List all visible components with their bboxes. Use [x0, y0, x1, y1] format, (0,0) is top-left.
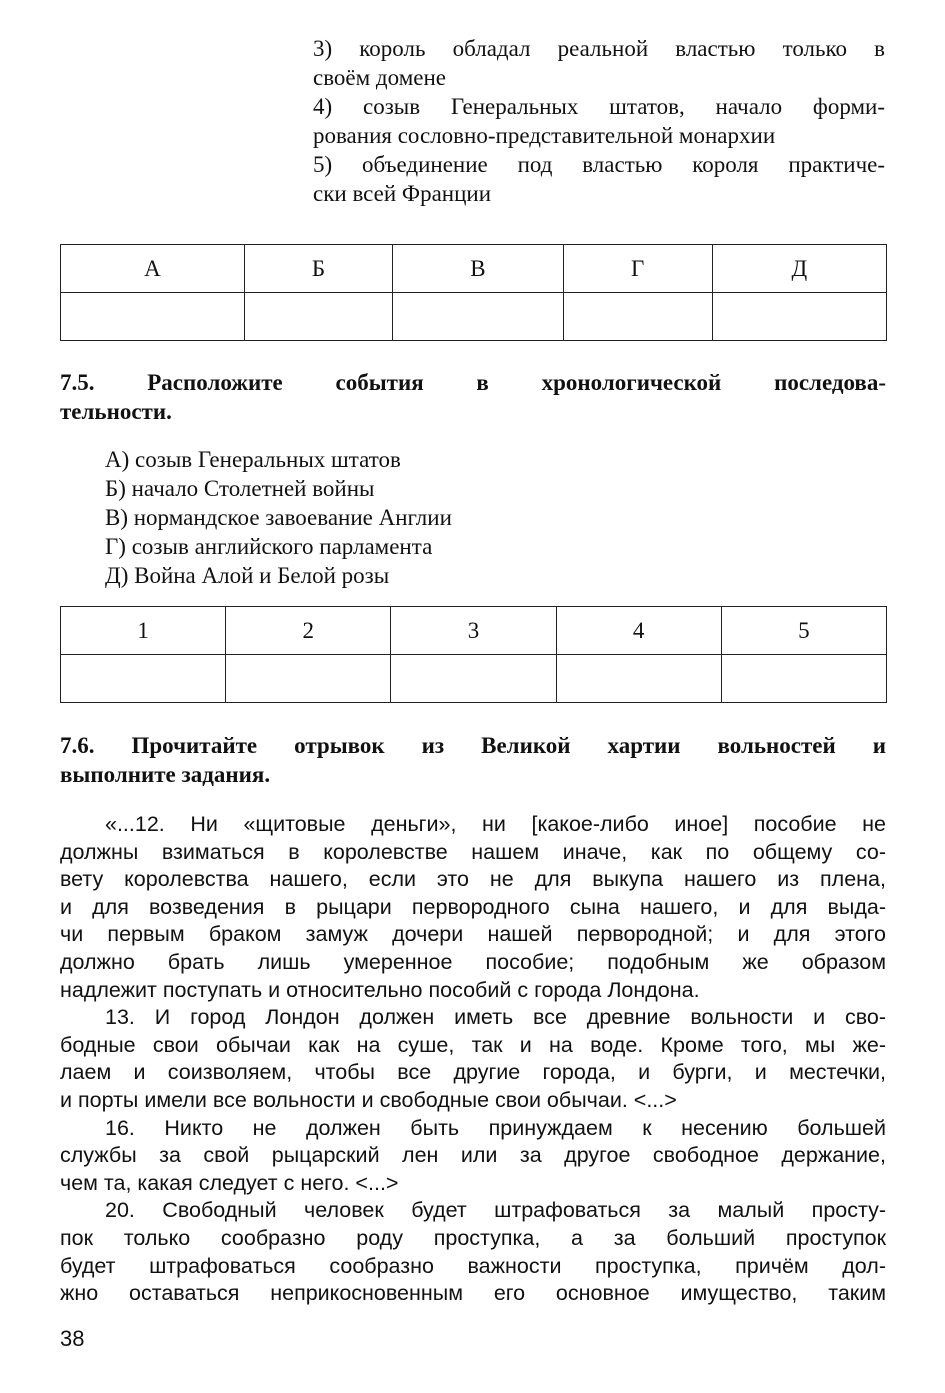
excerpt-line: вету королевства нашего, если это не для выкупа нашего из плена, [60, 867, 886, 892]
answer-cell[interactable] [391, 655, 556, 703]
event-item: В) нормандское завоевание Англии [105, 505, 452, 530]
excerpt-line: 20. Свободный человек будет штрафоваться за малый просту- [105, 1198, 886, 1223]
table-header-cell: В [393, 245, 563, 293]
answer-cell[interactable] [61, 293, 245, 341]
table-header-cell: 1 [61, 607, 226, 655]
event-item: А) созыв Генеральных штатов [105, 447, 401, 472]
table-header-cell: 5 [721, 607, 886, 655]
excerpt-line: 16. Никто не должен быть принуждаем к несению большей [105, 1115, 886, 1140]
excerpt-line: чи первым браком замуж дочери нашей первородной; и для этого [60, 922, 886, 947]
table-header-cell: А [61, 245, 245, 293]
excerpt-line: лаем и соизволяем, чтобы все другие города, и бурги, и местечки, [60, 1060, 886, 1085]
excerpt-line: службы за свой рыцарский лен или за другое свободное держание, [60, 1143, 886, 1168]
option-line: 3) король обладал реальной властью только в [313, 36, 885, 61]
answer-cell[interactable] [563, 293, 712, 341]
option-line: своём домене [313, 65, 446, 90]
excerpt-line: чем та, какая следует с него. <...> [60, 1170, 399, 1195]
answer-options-continued [313, 34, 885, 208]
excerpt-line: должно брать лишь умеренное пособие; подобным же образом [60, 949, 886, 974]
event-item: Д) Война Алой и Белой розы [105, 563, 390, 588]
table-header-cell: 3 [391, 607, 556, 655]
heading-line: тельности. [60, 399, 172, 424]
excerpt-line: и порты имели все вольности и свободные свои обычаи. <...> [60, 1087, 677, 1112]
answer-table-sequence [60, 606, 887, 703]
excerpt-line: и для возведения в рыцари первородного сына нашего, и для выда- [60, 894, 886, 919]
table-header-cell: 2 [226, 607, 391, 655]
page-number: 38 [60, 1326, 85, 1351]
task-7-6-heading [60, 731, 886, 789]
answer-cell[interactable] [721, 655, 886, 703]
excerpt-line: будет штрафоваться сообразно важности проступка, причём дол- [60, 1253, 886, 1278]
table-header-cell: 4 [556, 607, 721, 655]
event-item: Г) созыв английского парламента [105, 534, 433, 559]
excerpt-line: жно оставаться неприкосновенным его основное имущество, таким [60, 1281, 886, 1306]
excerpt-line: бодные свои обычаи как на суше, так и на воде. Кроме того, мы же- [60, 1032, 886, 1057]
answer-cell[interactable] [226, 655, 391, 703]
option-line: рования сословно-представительной монархии [313, 123, 776, 148]
answer-cell[interactable] [712, 293, 886, 341]
option-line: 4) созыв Генеральных штатов, начало форми- [313, 94, 885, 119]
answer-cell[interactable] [393, 293, 563, 341]
answer-table-letters [60, 244, 887, 341]
option-line: 5) объединение под властью короля практиче- [313, 152, 885, 177]
answer-cell[interactable] [61, 655, 226, 703]
heading-line: 7.5. Расположите события в хронологической последова- [60, 370, 886, 395]
option-line: ски всей Франции [313, 181, 492, 206]
event-item: Б) начало Столетней войны [105, 476, 375, 501]
heading-line: выполните задания. [60, 762, 271, 787]
answer-cell[interactable] [244, 293, 392, 341]
excerpt-line: «...12. Ни «щитовые деньги», ни [какое-либо иное] пособие не [105, 812, 886, 836]
table-header-cell: Д [712, 245, 886, 293]
excerpt-line: надлежит поступать и относительно пособий с города Лондона. [60, 977, 700, 1002]
events-list [105, 445, 452, 590]
excerpt-line: пок только сообразно роду проступка, а за больший проступок [60, 1225, 886, 1250]
table-header-cell: Б [244, 245, 392, 293]
task-7-5-heading [60, 368, 886, 426]
table-header-cell: Г [563, 245, 712, 293]
answer-cell[interactable] [556, 655, 721, 703]
heading-line: 7.6. Прочитайте отрывок из Великой хартии вольностей и [60, 733, 886, 758]
excerpt-line: 13. И город Лондон должен иметь все древние вольности и сво- [105, 1005, 886, 1030]
magna-carta-excerpt [60, 811, 886, 1308]
excerpt-line: должны взиматься в королевстве нашем иначе, как по общему со- [60, 839, 886, 864]
